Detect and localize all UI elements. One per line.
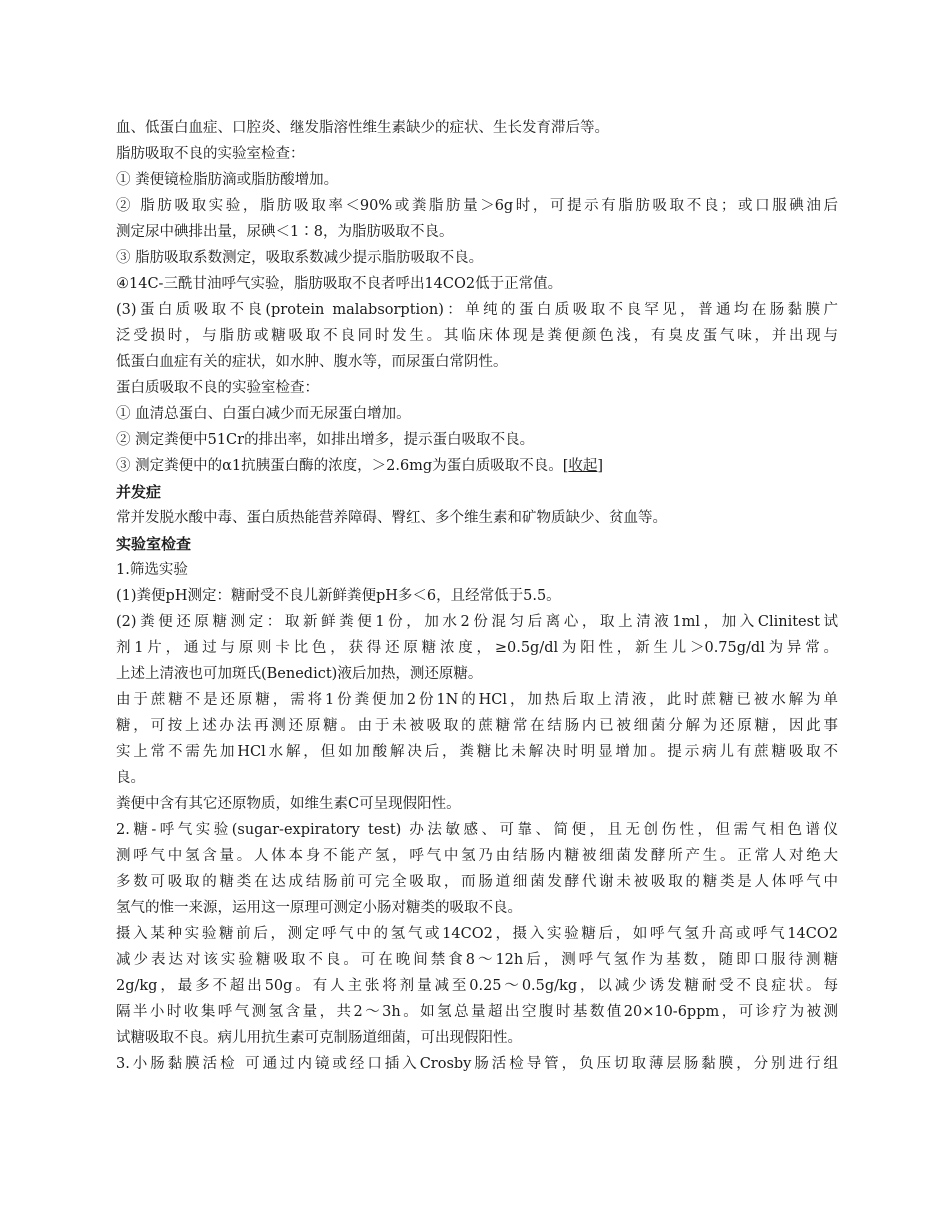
list-item: ② 测定粪便中51Cr的排出率，如排出增多，提示蛋白吸取不良。 [116,432,535,448]
paragraph-line: 2g/kg，最多不超出50g。有人主张将剂量减至0.25～0.5g/kg，以减少诱发糖耐受不良症状。每 [116,978,838,994]
paragraph-line: (1)粪便pH测定：糖耐受不良儿新鲜粪便pH多＜6，且经常低于5.5。 [116,588,561,604]
fat-lab-title: 脂肪吸取不良的实验室检查： [116,146,305,162]
list-item: ① 粪便镜检脂肪滴或脂肪酸增加。 [116,172,339,188]
list-item: ① 血清总蛋白、白蛋白减少而无尿蛋白增加。 [116,406,411,422]
complications-heading: 并发症 [116,483,162,501]
list-item: ④14C-三酰甘油呼气实验，脂肪吸取不良者呼出14CO2低于正常值。 [116,276,563,292]
paragraph-line: 剂1片，通过与原则卡比色，获得还原糖浓度，≥0.5g/dl为阳性，新生儿＞0.75g/dl为异常。 [116,640,838,656]
paragraph-line: 血、低蛋白血症、口腔炎、继发脂溶性维生素缺少的症状、生长发育滞后等。 [116,120,609,136]
paragraph-line: 试糖吸取不良。病儿用抗生素可克制肠道细菌，可出现假阳性。 [116,1030,522,1046]
list-item: ③ 脂肪吸取系数测定，吸取系数减少提示脂肪吸取不良。 [116,250,484,266]
paragraph-line: (3)蛋白质吸取不良(protein malabsorption)：单纯的蛋白质吸取不良罕见，普通均在肠黏膜广 [116,302,838,318]
paragraph-line: 隔半小时收集呼气测氢含量，共2～3h。如氢总量超出空腹时基数值20×10-6ppm，可诊疗为被测 [116,1004,838,1020]
paragraph-line: 上述上清液也可加斑氏(Benedict)液后加热，测还原糖。 [116,666,483,682]
list-item-with-link [116,453,838,479]
paragraph-line: 测呼气中氢含量。人体本身不能产氢，呼气中氢乃由结肠内糖被细菌发酵所产生。正常人对绝大 [116,848,838,864]
subsection-title: 1.筛选实验 [116,562,188,578]
bracket-open: [ [562,458,569,474]
paragraph-line: 实上常不需先加HCl水解，但如加酸解决后，粪糖比未解决时明显增加。提示病儿有蔗糖吸取不 [116,744,838,760]
paragraph-line: 3.小肠黏膜活检 可通过内镜或经口插入Crosby肠活检导管，负压切取薄层肠黏膜，分别进行组 [116,1056,838,1072]
paragraph-line: 氢气的惟一来源，运用这一原理可测定小肠对糖类的吸取不良。 [116,900,522,916]
paragraph-line: 良。 [116,770,145,786]
paragraph-line: 常并发脱水酸中毒、蛋白质热能营养障碍、臀红、多个维生素和矿物质缺少、贫血等。 [116,510,667,526]
paragraph-line: 糖，可按上述办法再测还原糖。由于未被吸取的蔗糖常在结肠内已被细菌分解为还原糖，因此事 [116,718,838,734]
paragraph-line: 2.糖-呼气实验(sugar-expiratory test) 办法敏感、可靠、简便，且无创伤性，但需气相色谱仪 [116,822,838,838]
list-item-text: ③ 测定粪便中的α1抗胰蛋白酶的浓度，＞2.6mg为蛋白质吸取不良。 [116,458,563,474]
paragraph-line: 多数可吸取的糖类在达成结肠前可完全吸取，而肠道细菌发酵代谢未被吸取的糖类是人体呼气中 [116,874,838,890]
protein-lab-title: 蛋白质吸取不良的实验室检查： [116,380,319,396]
paragraph-line: 粪便中含有其它还原物质，如维生素C可呈现假阳性。 [116,796,461,812]
lab-exam-heading: 实验室检查 [116,535,192,553]
paragraph-line: 摄入某种实验糖前后，测定呼气中的氢气或14CO2，摄入实验糖后，如呼气氢升高或呼气14CO2 [116,926,838,942]
paragraph-line: (2)粪便还原糖测定：取新鲜粪便1份，加水2份混匀后离心，取上清液1ml，加入Clinitest试 [116,614,838,630]
collapse-link[interactable]: 收起 [568,458,598,474]
document-body [116,115,838,1077]
paragraph-line: 低蛋白血症有关的症状，如水肿、腹水等，而尿蛋白常阴性。 [116,354,508,370]
bracket-close: ] [597,458,604,474]
list-item-continued: 测定尿中碘排出量，尿碘＜1∶8，为脂肪吸取不良。 [116,224,454,240]
paragraph-line: 减少表达对该实验糖吸取不良。可在晚间禁食8～12h后，测呼气氢作为基数，随即口服待测糖 [116,952,838,968]
paragraph-line: 泛受损时，与脂肪或糖吸取不良同时发生。其临床体现是粪便颜色浅，有臭皮蛋气味，并出现与 [116,328,838,344]
paragraph-line: 由于蔗糖不是还原糖，需将1份粪便加2份1N的HCl，加热后取上清液，此时蔗糖已被水解为单 [116,692,838,708]
list-item: ② 脂肪吸取实验，脂肪吸取率＜90%或粪脂肪量＞6g时，可提示有脂肪吸取不良；或口服碘油后 [116,198,838,214]
